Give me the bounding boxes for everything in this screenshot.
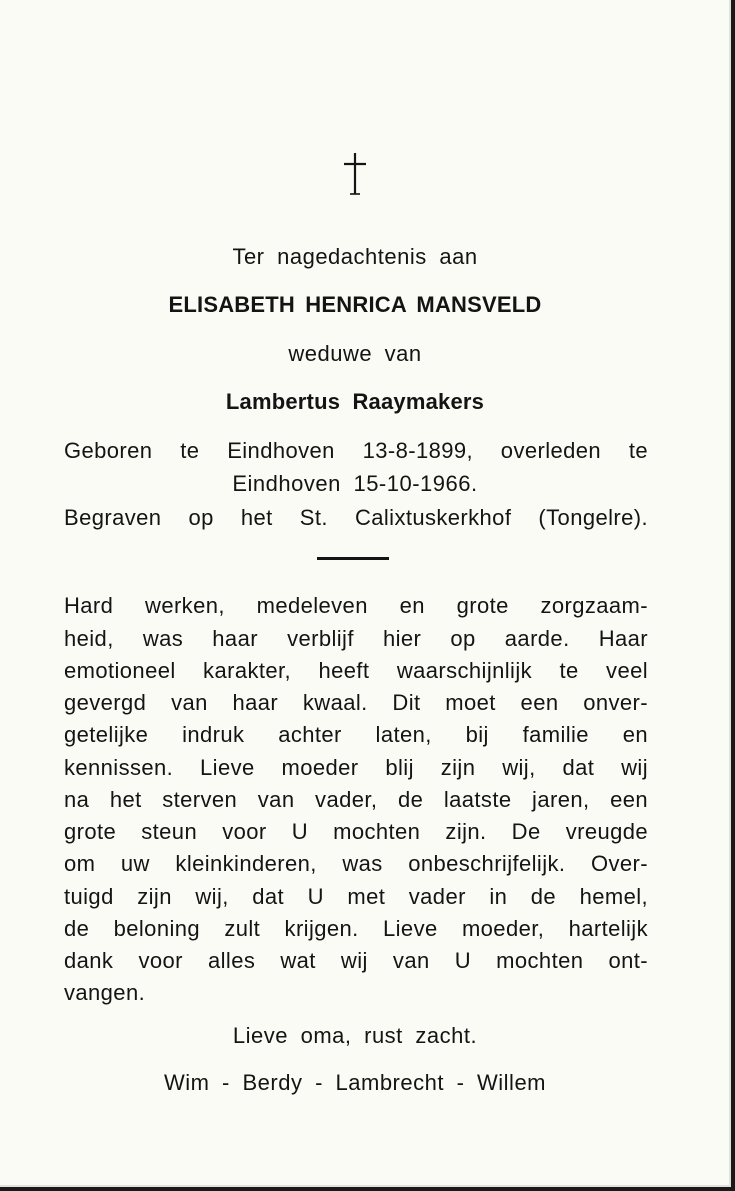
tribute-line: Hard werken, medeleven en grote zorgzaam-: [64, 593, 648, 618]
farewell-line: Lieve oma, rust zacht.: [232, 1023, 478, 1048]
divider: [317, 557, 389, 560]
header-intro: Ter nagedachtenis aan: [232, 244, 478, 269]
tribute-line: heid, was haar verblijf hier op aarde. Haar: [64, 626, 648, 651]
tribute-line: kennissen. Lieve moeder blij zijn wij, dat wij: [64, 755, 648, 780]
tribute-line: om uw kleinkinderen, was onbeschrijfelijk. Over-: [64, 851, 648, 876]
tribute-line: getelijke indruk achter laten, bij familie en: [64, 722, 648, 747]
signatories: Wim - Berdy - Lambrecht - Willem: [163, 1070, 547, 1095]
widow-of-label: weduwe van: [288, 341, 422, 366]
tribute-line: grote steun voor U mochten zijn. De vreugde: [64, 819, 648, 844]
tribute-line-last: vangen.: [64, 980, 146, 1005]
deceased-name: ELISABETH HENRICA MANSVELD: [168, 292, 542, 317]
burial-line: Begraven op het St. Calixtuskerkhof (Tongelre).: [64, 505, 648, 530]
tribute-line: na het sterven van vader, de laatste jaren, een: [64, 787, 648, 812]
cross-icon: [340, 150, 370, 196]
tribute-line: emotioneel karakter, heeft waarschijnlijk te veel: [64, 658, 648, 683]
birth-death-line-2: Eindhoven 15-10-1966.: [232, 471, 478, 496]
tribute-line: tuigd zijn wij, dat U met vader in de hemel,: [64, 884, 648, 909]
tribute-line: dank voor alles wat wij van U mochten ont-: [64, 948, 648, 973]
tribute-line: de beloning zult krijgen. Lieve moeder, hartelijk: [64, 916, 648, 941]
tribute-line: gevergd van haar kwaal. Dit moet een onver-: [64, 690, 648, 715]
spouse-name: Lambertus Raaymakers: [225, 389, 485, 414]
birth-death-line-1: Geboren te Eindhoven 13-8-1899, overleden te: [64, 438, 648, 463]
